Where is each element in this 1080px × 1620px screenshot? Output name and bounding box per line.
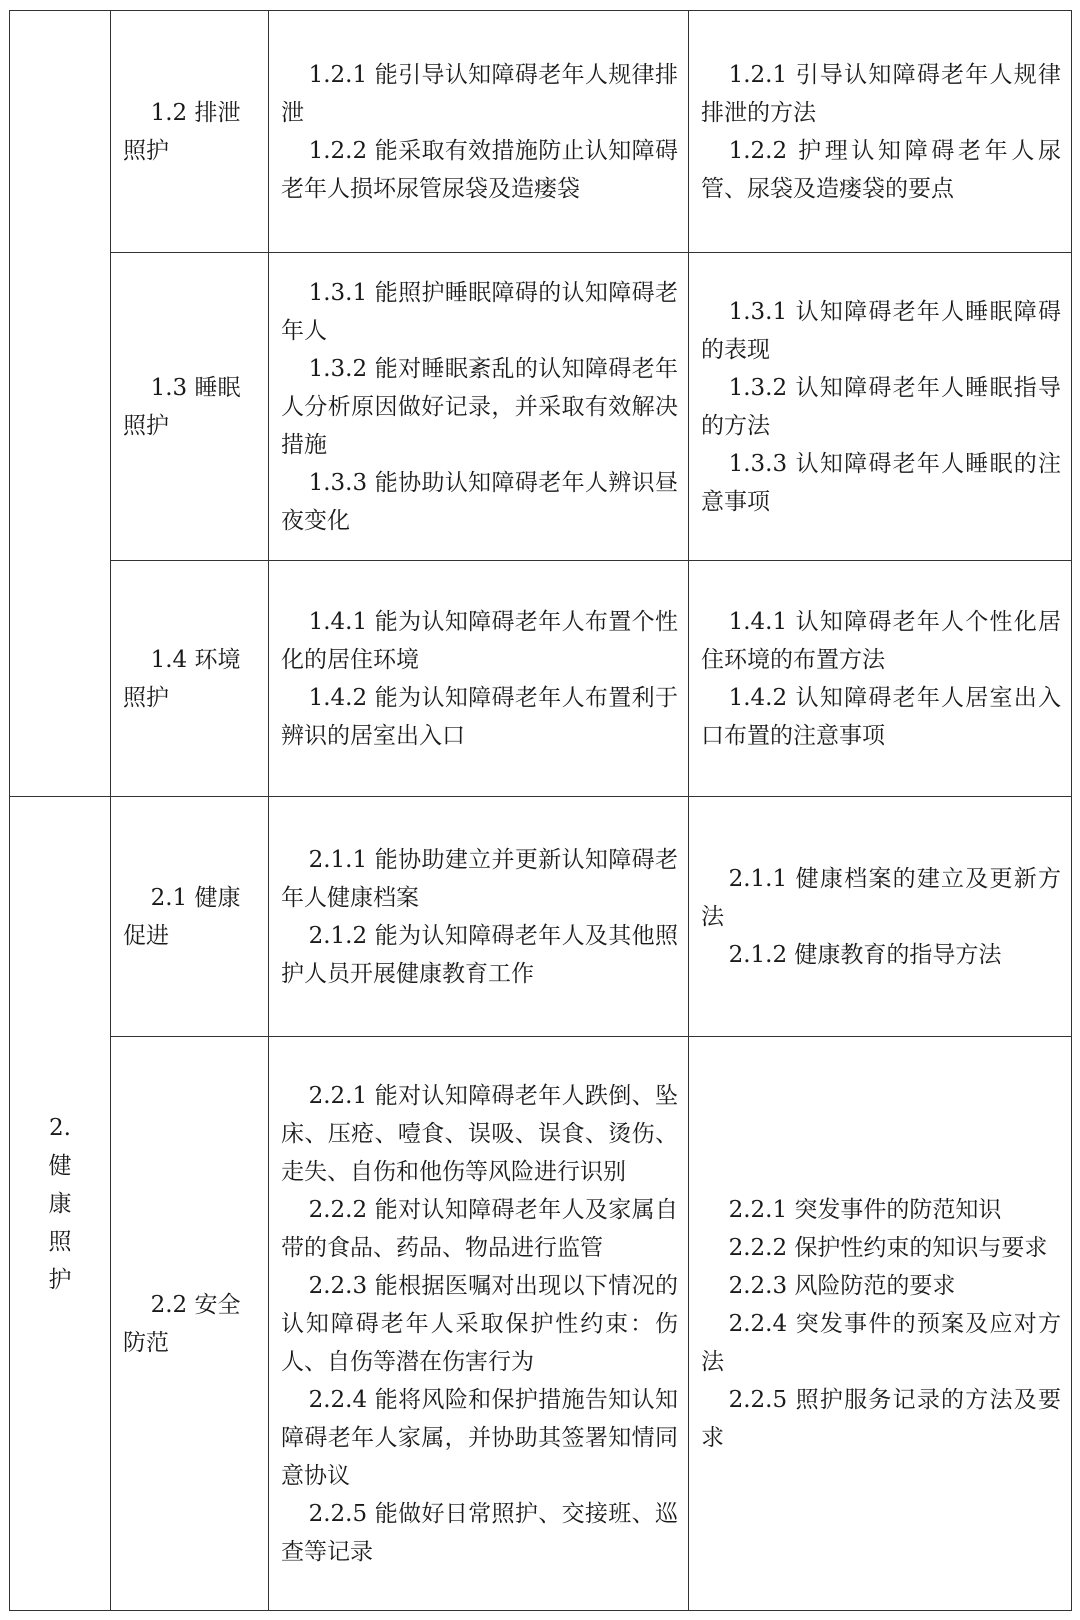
skill-item: 2.2.2 能对认知障碍老年人及家属自带的食品、药品、物品进行监管 [281,1196,678,1261]
domain-label: 2.健康照护 [48,1114,72,1293]
table-row [10,1037,1072,1611]
knowledge-cell [689,1037,1072,1611]
knowledge-item: 2.2.1 突发事件的防范知识 [728,1196,1002,1223]
knowledge-item: 2.1.1 健康档案的建立及更新方法 [701,865,1061,930]
table-row [10,797,1072,1037]
skill-item: 2.1.2 能为认知障碍老年人及其他照护人员开展健康教育工作 [281,922,678,987]
knowledge-item: 1.4.2 认知障碍老年人居室出入口布置的注意事项 [701,684,1061,749]
skill-item: 2.2.3 能根据医嘱对出现以下情况的认知障碍老年人采取保护性约束：伤人、自伤等潜在伤害行为 [281,1272,678,1375]
knowledge-item: 2.2.2 保护性约束的知识与要求 [728,1234,1048,1261]
skill-item: 1.2.2 能采取有效措施防止认知障碍老年人损坏尿管尿袋及造瘘袋 [281,137,678,202]
knowledge-cell [689,561,1072,797]
table-row [10,11,1072,253]
unit-cell [111,253,269,561]
knowledge-item: 1.3.2 认知障碍老年人睡眠指导的方法 [701,374,1061,439]
skill-item: 2.2.1 能对认知障碍老年人跌倒、坠床、压疮、噎食、误吸、误食、烫伤、走失、自伤和他伤等风险进行识别 [281,1082,678,1185]
skill-item: 1.3.1 能照护睡眠障碍的认知障碍老年人 [281,279,678,344]
table-row [10,253,1072,561]
unit-cell [111,561,269,797]
unit-label: 1.4 环境照护 [123,646,241,711]
skills-cell [269,797,689,1037]
unit-label: 2.1 健康促进 [123,884,241,949]
domain-cell [10,11,111,797]
skill-item: 1.4.1 能为认知障碍老年人布置个性化的居住环境 [281,608,678,673]
knowledge-item: 1.4.1 认知障碍老年人个性化居住环境的布置方法 [701,608,1061,673]
standards-table [9,10,1072,1611]
unit-cell [111,11,269,253]
skill-item: 1.3.3 能协助认知障碍老年人辨识昼夜变化 [281,469,678,534]
unit-label: 1.3 睡眠照护 [123,374,241,439]
knowledge-item: 1.3.3 认知障碍老年人睡眠的注意事项 [701,450,1061,515]
skill-item: 2.2.4 能将风险和保护措施告知认知障碍老年人家属，并协助其签署知情同意协议 [281,1386,678,1489]
knowledge-cell [689,11,1072,253]
skill-item: 1.2.1 能引导认知障碍老年人规律排泄 [281,61,678,126]
knowledge-item: 1.3.1 认知障碍老年人睡眠障碍的表现 [701,298,1061,363]
unit-cell [111,797,269,1037]
knowledge-item: 2.2.4 突发事件的预案及应对方法 [701,1310,1061,1375]
knowledge-item: 2.2.3 风险防范的要求 [728,1272,956,1299]
knowledge-cell [689,253,1072,561]
skill-item: 1.3.2 能对睡眠紊乱的认知障碍老年人分析原因做好记录，并采取有效解决措施 [281,355,678,458]
skill-item: 2.1.1 能协助建立并更新认知障碍老年人健康档案 [281,846,678,911]
table-row [10,561,1072,797]
knowledge-cell [689,797,1072,1037]
skill-item: 2.2.5 能做好日常照护、交接班、巡查等记录 [281,1500,678,1565]
domain-cell [10,797,111,1611]
skills-cell [269,253,689,561]
knowledge-item: 1.2.2 护理认知障碍老年人尿管、尿袋及造瘘袋的要点 [701,137,1061,202]
knowledge-item: 2.2.5 照护服务记录的方法及要求 [701,1386,1061,1451]
unit-label: 1.2 排泄照护 [123,99,241,164]
knowledge-item: 2.1.2 健康教育的指导方法 [728,941,1002,968]
skill-item: 1.4.2 能为认知障碍老年人布置利于辨识的居室出入口 [281,684,678,749]
unit-label: 2.2 安全防范 [123,1291,241,1356]
knowledge-item: 1.2.1 引导认知障碍老年人规律排泄的方法 [701,61,1061,126]
skills-cell [269,11,689,253]
skills-cell [269,1037,689,1611]
unit-cell [111,1037,269,1611]
skills-cell [269,561,689,797]
